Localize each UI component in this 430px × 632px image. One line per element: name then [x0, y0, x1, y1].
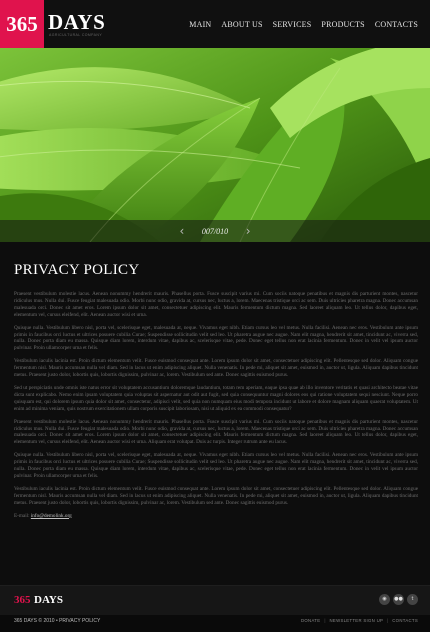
- logo-number[interactable]: 365: [0, 0, 44, 48]
- flickr-icon[interactable]: ●●: [393, 594, 404, 605]
- copyright-text: 365 DAYS © 2010 • PRIVACY POLICY: [14, 618, 101, 624]
- site-header: [0, 0, 430, 48]
- policy-paragraph: Vestibulum iaculis lacinia est. Proin dictum elementum velit. Fusce euismod consequat ante. Lorem ipsum dolor sit amet, consectetuer adipiscing elit. Pellentesque sed dolor. Aliquam congue fermentum nisl. Mauris accumsan nulla vel diam. Sed in lacus ut enim adipiscing aliquet. Nulla venenatis. In pede mi, aliquet sit amet, euismod in, auctor ut, ligula. Aliquam dapibus tincidunt metus. Praesent justo dolor, lobortis quis, lobortis dignissim, pulvinar ac, lorem. Vestibulum sed ante. Donec sagittis euismod purus.: [14, 485, 418, 506]
- footer-nav: [301, 618, 418, 623]
- social-links: [379, 594, 418, 605]
- chevron-right-icon[interactable]: ›: [245, 224, 251, 238]
- chevron-left-icon[interactable]: ‹: [179, 224, 185, 238]
- hero-slide-image: [0, 48, 430, 242]
- footer-separator: |: [324, 618, 326, 623]
- email-line: [14, 513, 418, 519]
- main-nav: [179, 20, 418, 29]
- footer-link-newsletter[interactable]: NEWSLETTER SIGN UP: [329, 618, 384, 623]
- footer-logo-number[interactable]: 365: [14, 594, 31, 606]
- page-title: PRIVACY POLICY: [14, 262, 140, 278]
- footer-logo-word[interactable]: DAYS: [34, 594, 63, 606]
- footer-link-contacts[interactable]: CONTACTS: [392, 618, 418, 623]
- logo-tagline: AGRICULTURAL COMPANY: [49, 33, 103, 37]
- nav-item-main[interactable]: MAIN: [189, 20, 212, 29]
- nav-item-products[interactable]: PRODUCTS: [321, 20, 365, 29]
- policy-paragraph: Quisque nulla. Vestibulum libero nisl, porta vel, scelerisque eget, malesuada at, neque. Vivamus eget nibh. Etiam cursus leo vel metus. Nulla facilisi. Aenean nec eros. Vestibulum ante ipsum primis in faucibus orci luctus et ultrices posuere cubilia Curae; Suspendisse sollicitudin velit sed leo. Ut pharetra augue nec augue. Nam elit magna, hendrerit sit amet, tincidunt ac, viverra sed, nulla. Donec porta diam eu massa. Quisque diam lorem, interdum vitae, dapibus ac, scelerisque vitae, pede. Donec eget tellus non erat lacinia fermentum. Donec in velit vel ipsum auctor pulvinar. Proin ullamcorper urna et felis.: [14, 324, 418, 352]
- footer-top-bar: [0, 585, 430, 616]
- policy-paragraph: Praesent vestibulum molestie lacus. Aenean nonummy hendrerit mauris. Phasellus porta. Fusce suscipit varius mi. Cum sociis natoque penatibus et magnis dis parturient montes, nascetur ridiculus mus. Nulla dui. Fusce feugiat malesuada odio. Morbi nunc odio, gravida at, cursus nec, luctus a, lorem. Maecenas tristique orci ac sem. Duis ultricies pharetra magna. Donec accumsan malesuada orci. Donec sit amet eros. Lorem ipsum dolor sit amet, consectetuer adipiscing elit. Mauris fermentum dictum magna. Sed laoreet aliquam leo. Ut tellus dolor, dapibus eget, elementum vel, cursus eleifend, elit. Aenean auctor wisi et urna.: [14, 291, 418, 318]
- logo-word[interactable]: DAYS: [48, 10, 106, 34]
- nav-item-about-us[interactable]: ABOUT US: [221, 20, 263, 29]
- policy-paragraph: Sed ut perspiciatis unde omnis iste natus error sit voluptatem accusantium doloremque laudantium, totam rem aperiam, eaque ipsa quae ab illo inventore veritatis et quasi architecto beatae vitae dicta sunt explicabo. Nemo enim ipsam voluptatem quia voluptas sit aspernatur aut odit aut fugit, sed quia consequuntur magni dolores eos qui ratione voluptatem sequi nesciunt. Neque porro quisquam est, qui dolorem ipsum quia dolor sit amet, consectetur, adipisci velit, sed quia non numquam eius modi tempora incidunt ut labore et dolore magnam aliquam quaerat voluptatem. Ut enim ad minima veniam, quis nostrum exercitationem ullam corporis suscipit laboriosam, nisi ut aliquid ex ea commodi consequatur?: [14, 384, 418, 412]
- main-content: [14, 262, 418, 519]
- policy-paragraph: Vestibulum iaculis lacinia est. Proin dictum elementum velit. Fusce euismod consequat ante. Lorem ipsum dolor sit amet, consectetuer adipiscing elit. Pellentesque sed dolor. Aliquam congue fermentum nisl. Mauris accumsan nulla vel diam. Sed in lacus ut enim adipiscing aliquet. Nulla venenatis. In pede mi, aliquet sit amet, euismod in, auctor ut, ligula. Aliquam dapibus tincidunt metus. Praesent justo dolor, lobortis quis, lobortis dignissim, pulvinar ac, lorem. Vestibulum sed ante. Donec sagittis euismod purus.: [14, 358, 418, 379]
- email-label: E-mail:: [14, 512, 30, 519]
- rss-icon[interactable]: ◉: [379, 594, 390, 605]
- twitter-icon[interactable]: t: [407, 594, 418, 605]
- slide-counter: 007/010: [201, 226, 229, 236]
- slider-controls: [0, 220, 430, 242]
- email-link[interactable]: info@demolink.org: [30, 512, 72, 519]
- footer-separator: |: [387, 618, 389, 623]
- nav-item-contacts[interactable]: CONTACTS: [374, 20, 418, 29]
- footer-link-donate[interactable]: DONATE: [301, 618, 321, 623]
- sage-leaves-photo: [0, 48, 430, 242]
- policy-paragraph: Praesent vestibulum molestie lacus. Aenean nonummy hendrerit mauris. Phasellus porta. Fusce suscipit varius mi. Cum sociis natoque penatibus et magnis dis parturient montes, nascetur ridiculus mus. Nulla dui. Fusce feugiat malesuada odio. Morbi nunc odio, gravida at, cursus nec, luctus a, lorem. Maecenas tristique orci ac sem. Duis ultricies pharetra magna. Donec accumsan malesuada orci. Donec sit amet eros. Lorem ipsum dolor sit amet, consectetuer adipiscing elit. Mauris fermentum dictum magna. Sed laoreet aliquam leo. Ut tellus dolor, dapibus eget, elementum vel, cursus eleifend, elit. Aenean auctor wisi et urna. Aliquam erat volutpat. Duis ac turpis. Integer rutrum ante eu lacus.: [14, 418, 418, 446]
- nav-item-services[interactable]: SERVICES: [272, 20, 312, 29]
- policy-paragraph: Quisque nulla. Vestibulum libero nisl, porta vel, scelerisque eget, malesuada at, neque. Vivamus eget nibh. Etiam cursus leo vel metus. Nulla facilisi. Aenean nec eros. Vestibulum ante ipsum primis in faucibus orci luctus et ultrices posuere cubilia Curae; Suspendisse sollicitudin velit sed leo. Ut pharetra augue nec augue. Nam elit magna, hendrerit sit amet, tincidunt ac, viverra sed, nulla. Donec porta diam eu massa. Quisque diam lorem, interdum vitae, dapibus ac, scelerisque vitae, pede. Donec eget tellus non erat lacinia fermentum. Donec in velit vel ipsum auctor pulvinar. Proin ullamcorper urna et felis.: [14, 452, 418, 479]
